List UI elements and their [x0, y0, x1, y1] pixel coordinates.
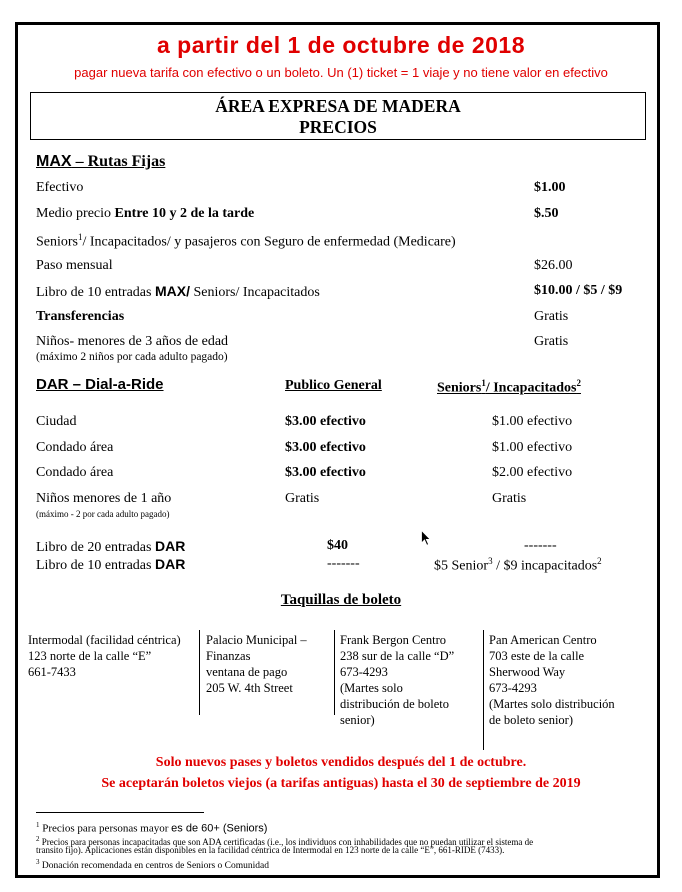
- dar-section-title: DAR – Dial-a-Ride: [36, 376, 164, 393]
- dar-row-senior: $1.00 efectivo: [492, 440, 573, 455]
- footnote-1: $^1$ Precios para personas mayor es de 60+ (Seniors): [36, 821, 268, 835]
- dar-col-senior: Seniors$^1$/ Incapacitados$^2$: [437, 378, 581, 396]
- notice-line-2: Se aceptarán boletos viejos (a tarifas antiguas) hasta el 30 de septiembre de 2019: [101, 776, 581, 791]
- dar-row-general: Gratis: [285, 491, 320, 506]
- booth-intermodal: Intermodal (facilidad céntrica) 123 norte de la calle “E” 661-7433: [28, 633, 181, 679]
- footnote-2-cont: transito fijo). Aplicaciones están disponibles en la facilidad céntrica de Intermodal en 123 norte de la calle “E”, 661-RIDE (7433).: [36, 845, 505, 855]
- title-box: [30, 92, 646, 140]
- dar-book10-label: Libro de 10 entradas DAR: [36, 556, 186, 573]
- dar-book20-general: $40: [327, 538, 348, 553]
- max-row-price: Gratis: [534, 334, 569, 349]
- max-row-label: Paso mensual: [36, 258, 113, 273]
- dar-row-general: $3.00 efectivo: [285, 414, 366, 429]
- dar-book10-general: -------: [327, 556, 360, 571]
- booth-palacio: Palacio Municipal – Finanzas ventana de pago 205 W. 4th Street: [206, 633, 307, 695]
- subheadline: pagar nueva tarifa con efectivo o un boleto. Un (1) ticket = 1 viaje y no tiene valor en efectivo: [74, 65, 608, 80]
- footnote-2: $^2$ Precios para personas incapacitadas que son ADA certificadas (i.e., los individuos con inhabilidades que no puedan utilizar el sistema de: [36, 835, 534, 847]
- mouse-pointer-icon: [421, 530, 431, 546]
- dar-row-label: Ciudad: [36, 414, 77, 429]
- dar-row-label: Condado área: [36, 465, 114, 480]
- max-row-note: (máximo 2 niños por cada adulto pagado): [36, 351, 228, 363]
- booths-title: Taquillas de boleto: [280, 592, 402, 608]
- booth-frank-bergon: Frank Bergon Centro 238 sur de la calle “D” 673-4293 (Martes solo distribución de boleto senior): [340, 633, 455, 727]
- dar-row-label: Niños menores de 1 año: [36, 491, 172, 506]
- dar-row-senior: Gratis: [492, 491, 527, 506]
- max-row-label: Efectivo: [36, 180, 84, 195]
- dar-row-general: $3.00 efectivo: [285, 465, 366, 480]
- footnote-3: $^3$ Donación recomendada en centros de Seniors o Comunidad: [36, 858, 270, 872]
- max-row-label: Transferencias: [36, 309, 125, 324]
- booth-divider: [199, 630, 200, 715]
- title-line-2: PRECIOS: [299, 117, 377, 137]
- max-row-label: Libro de 10 entradas MAX/ Seniors/ Incapacitados: [36, 283, 320, 300]
- dar-book10-senior: $5 Senior$^3$ / $9 incapacitados$^2$: [434, 556, 602, 574]
- max-row-price: $.50: [534, 206, 559, 221]
- footnote-divider: [36, 812, 204, 813]
- booth-divider: [483, 630, 484, 750]
- headline: a partir del 1 de octubre de 2018: [156, 32, 526, 58]
- notice-line-1: Solo nuevos pases y boletos vendidos después del 1 de octubre.: [155, 755, 527, 770]
- dar-row-senior: $2.00 efectivo: [492, 465, 573, 480]
- dar-row-general: $3.00 efectivo: [285, 440, 366, 455]
- title-line-1: ÁREA EXPRESA DE MADERA: [215, 96, 461, 116]
- dar-book20-senior: -------: [524, 538, 557, 553]
- max-row-price: $10.00 / $5 / $9: [534, 283, 623, 298]
- booth-pan-american: Pan American Centro 703 este de la calle Sherwood Way 673-4293 (Martes solo distribución de boleto senior): [489, 633, 615, 727]
- max-row-price: $1.00: [534, 180, 566, 195]
- booth-divider: [334, 630, 335, 715]
- max-row-label: Seniors$^1$/ Incapacitados/ y pasajeros con Seguro de enfermedad (Medicare): [36, 232, 456, 250]
- dar-row-note: (máximo - 2 por cada adulto pagado): [36, 509, 170, 519]
- max-row-price: $26.00: [534, 258, 573, 273]
- max-row-price: Gratis: [534, 309, 569, 324]
- max-section-title: MAX – Rutas Fijas: [36, 153, 166, 170]
- dar-book20-label: Libro de 20 entradas DAR: [36, 538, 186, 555]
- dar-col-general: Publico General: [285, 378, 382, 393]
- dar-row-label: Condado área: [36, 440, 114, 455]
- max-row-label: Medio precio Entre 10 y 2 de la tarde: [36, 206, 255, 221]
- max-row-label: Niños- menores de 3 años de edad: [36, 334, 229, 349]
- dar-row-senior: $1.00 efectivo: [492, 414, 573, 429]
